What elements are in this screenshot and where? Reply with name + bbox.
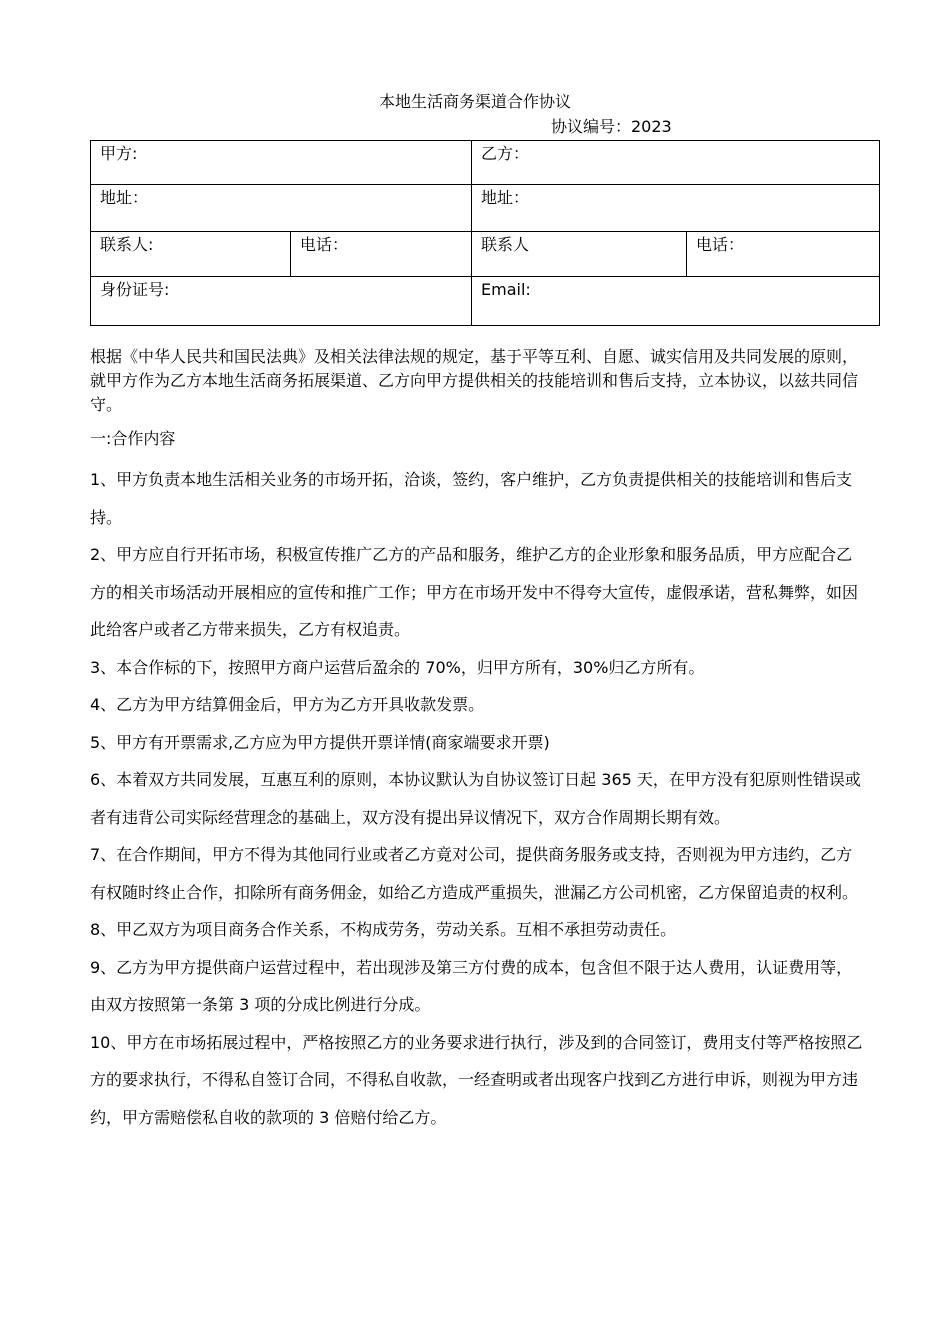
contact-a-cell: 联系人: [91,232,291,277]
table-row [91,232,880,277]
intro-paragraph: 根据《中华人民共和国民法典》及相关法律法规的规定，基于平等互利、自愿、诚实信用及共同发展的原则，就甲方作为乙方本地生活商务拓展渠道、乙方向甲方提供相关的技能培训和售后支持，立本协议，以兹共同信守。 [90,347,859,414]
table-row [91,277,880,326]
id-number-cell: 身份证号: [91,277,472,326]
party-info-table [90,140,880,326]
agreement-number: 协议编号：2023 [551,117,672,136]
party-a-cell: 甲方: [91,141,472,185]
table-row [91,141,880,185]
address-a-cell: 地址： [91,185,472,232]
clause-item: 1、甲方负责本地生活相关业务的市场开拓，洽谈，签约，客户维护，乙方负责提供相关的技能培训和售后支持。 [90,470,853,527]
clause-item: 2、甲方应自行开拓市场，积极宣传推广乙方的产品和服务，维护乙方的企业形象和服务品质，甲方应配合乙方的相关市场活动开展相应的宣传和推广工作；甲方在市场开发中不得夸大宣传，虚假承诺，营私舞弊，如因此给客户或者乙方带来损失，乙方有权追责。 [90,545,859,639]
clause-item: 6、本着双方共同发展，互惠互利的原则，本协议默认为自协议签订日起 365 天，在甲方没有犯原则性错误或者有违背公司实际经营理念的基础上，双方没有提出异议情况下，双方合作周期长期有效。 [90,770,861,827]
clause-item: 4、乙方为甲方结算佣金后，甲方为乙方开具收款发票。 [90,695,485,714]
section-title: 一:合作内容 [90,429,176,448]
address-b-cell: 地址： [472,185,880,232]
clause-item: 10、甲方在市场拓展过程中，严格按照乙方的业务要求进行执行，涉及到的合同签订，费用支付等严格按照乙方的要求执行，不得私自签订合同，不得私自收款，一经查明或者出现客户找到乙方进行申诉，则视为甲方违约，甲方需赔偿私自收的款项的 3 倍赔付给乙方。 [90,1032,863,1127]
clause-list [90,461,865,1136]
party-b-cell: 乙方： [472,141,880,185]
clause-item: 9、乙方为甲方提供商户运营过程中，若出现涉及第三方付费的成本，包含但不限于达人费用，认证费用等，由双方按照第一条第 3 项的分成比例进行分成。 [90,957,853,1014]
clause-item: 3、本合作标的下，按照甲方商户运营后盈余的 70%，归甲方所有，30%归乙方所有。 [90,657,705,677]
clause-item: 7、在合作期间，甲方不得为其他同行业或者乙方竟对公司，提供商务服务或支持，否则视为甲方违约，乙方有权随时终止合作，扣除所有商务佣金，如给乙方造成严重损失，泄漏乙方公司机密，乙方保留追责的权利。 [90,845,859,902]
contact-b-cell: 联系人 [472,232,687,277]
email-cell: Email: [472,277,880,326]
clause-item: 5、甲方有开票需求,乙方应为甲方提供开票详情(商家端要求开票) [90,732,550,752]
document-title: 本地生活商务渠道合作协议 [378,92,571,111]
table-row [91,185,880,232]
clause-item: 8、甲乙双方为项目商务合作关系，不构成劳务，劳动关系。互相不承担劳动责任。 [90,920,677,939]
phone-b-cell: 电话： [687,232,880,277]
phone-a-cell: 电话： [291,232,472,277]
